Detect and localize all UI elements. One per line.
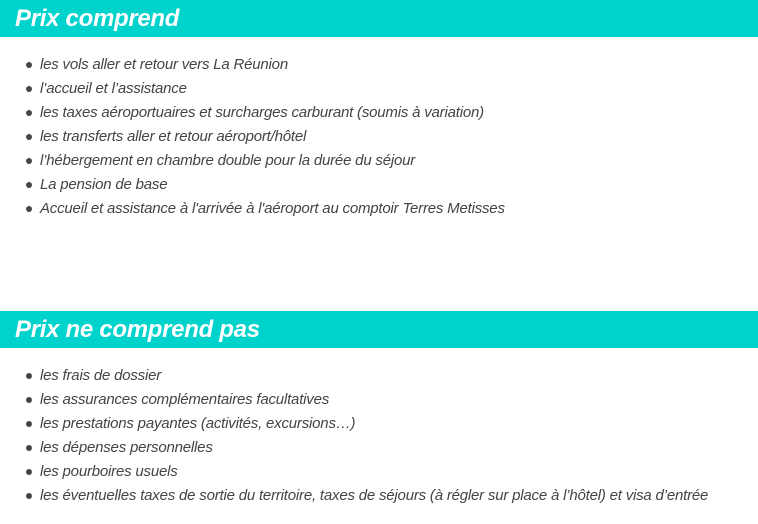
list-item-text: l’hébergement en chambre double pour la durée du séjour (40, 152, 416, 169)
list-item (0, 149, 758, 173)
list-item (0, 53, 758, 77)
price-includes-list (0, 53, 758, 221)
bullet-icon (26, 397, 32, 403)
list-item-text: les assurances complémentaires facultatives (40, 391, 330, 408)
list-item-text: les prestations payantes (activités, excursions…) (40, 415, 356, 432)
bullet-icon (26, 493, 32, 499)
list-item (0, 436, 758, 460)
list-item-text: les éventuelles taxes de sortie du territoire, taxes de séjours (à régler sur place à l’hôtel) et visa d’entrée (40, 487, 709, 504)
list-item (0, 412, 758, 436)
bullet-icon (26, 86, 32, 92)
bullet-icon (26, 373, 32, 379)
bullet-icon (26, 421, 32, 427)
list-item (0, 197, 758, 221)
list-item-text: les dépenses personnelles (40, 439, 213, 456)
section-title-price-includes: Prix comprend (0, 0, 758, 37)
list-item (0, 484, 758, 508)
list-item-text: les frais de dossier (40, 367, 162, 384)
list-item (0, 77, 758, 101)
list-item (0, 125, 758, 149)
bullet-icon (26, 134, 32, 140)
list-item-text: Accueil et assistance à l'arrivée à l'aéroport au comptoir Terres Metisses (40, 200, 505, 217)
bullet-icon (26, 469, 32, 475)
list-item (0, 364, 758, 388)
section-title-price-excludes: Prix ne comprend pas (0, 311, 758, 348)
list-item-text: les transferts aller et retour aéroport/hôtel (40, 128, 307, 145)
bullet-icon (26, 206, 32, 212)
list-item-text: l’accueil et l’assistance (40, 80, 187, 97)
bullet-icon (26, 445, 32, 451)
list-item (0, 173, 758, 197)
bullet-icon (26, 182, 32, 188)
bullet-icon (26, 110, 32, 116)
list-item-text: les taxes aéroportuaires et surcharges carburant (soumis à variation) (40, 104, 484, 121)
list-item-text: La pension de base (40, 176, 168, 193)
list-item-text: les vols aller et retour vers La Réunion (40, 56, 288, 73)
list-item (0, 460, 758, 484)
list-item (0, 388, 758, 412)
list-item-text: les pourboires usuels (40, 463, 178, 480)
price-excludes-list (0, 364, 758, 508)
list-item (0, 101, 758, 125)
bullet-icon (26, 62, 32, 68)
bullet-icon (26, 158, 32, 164)
